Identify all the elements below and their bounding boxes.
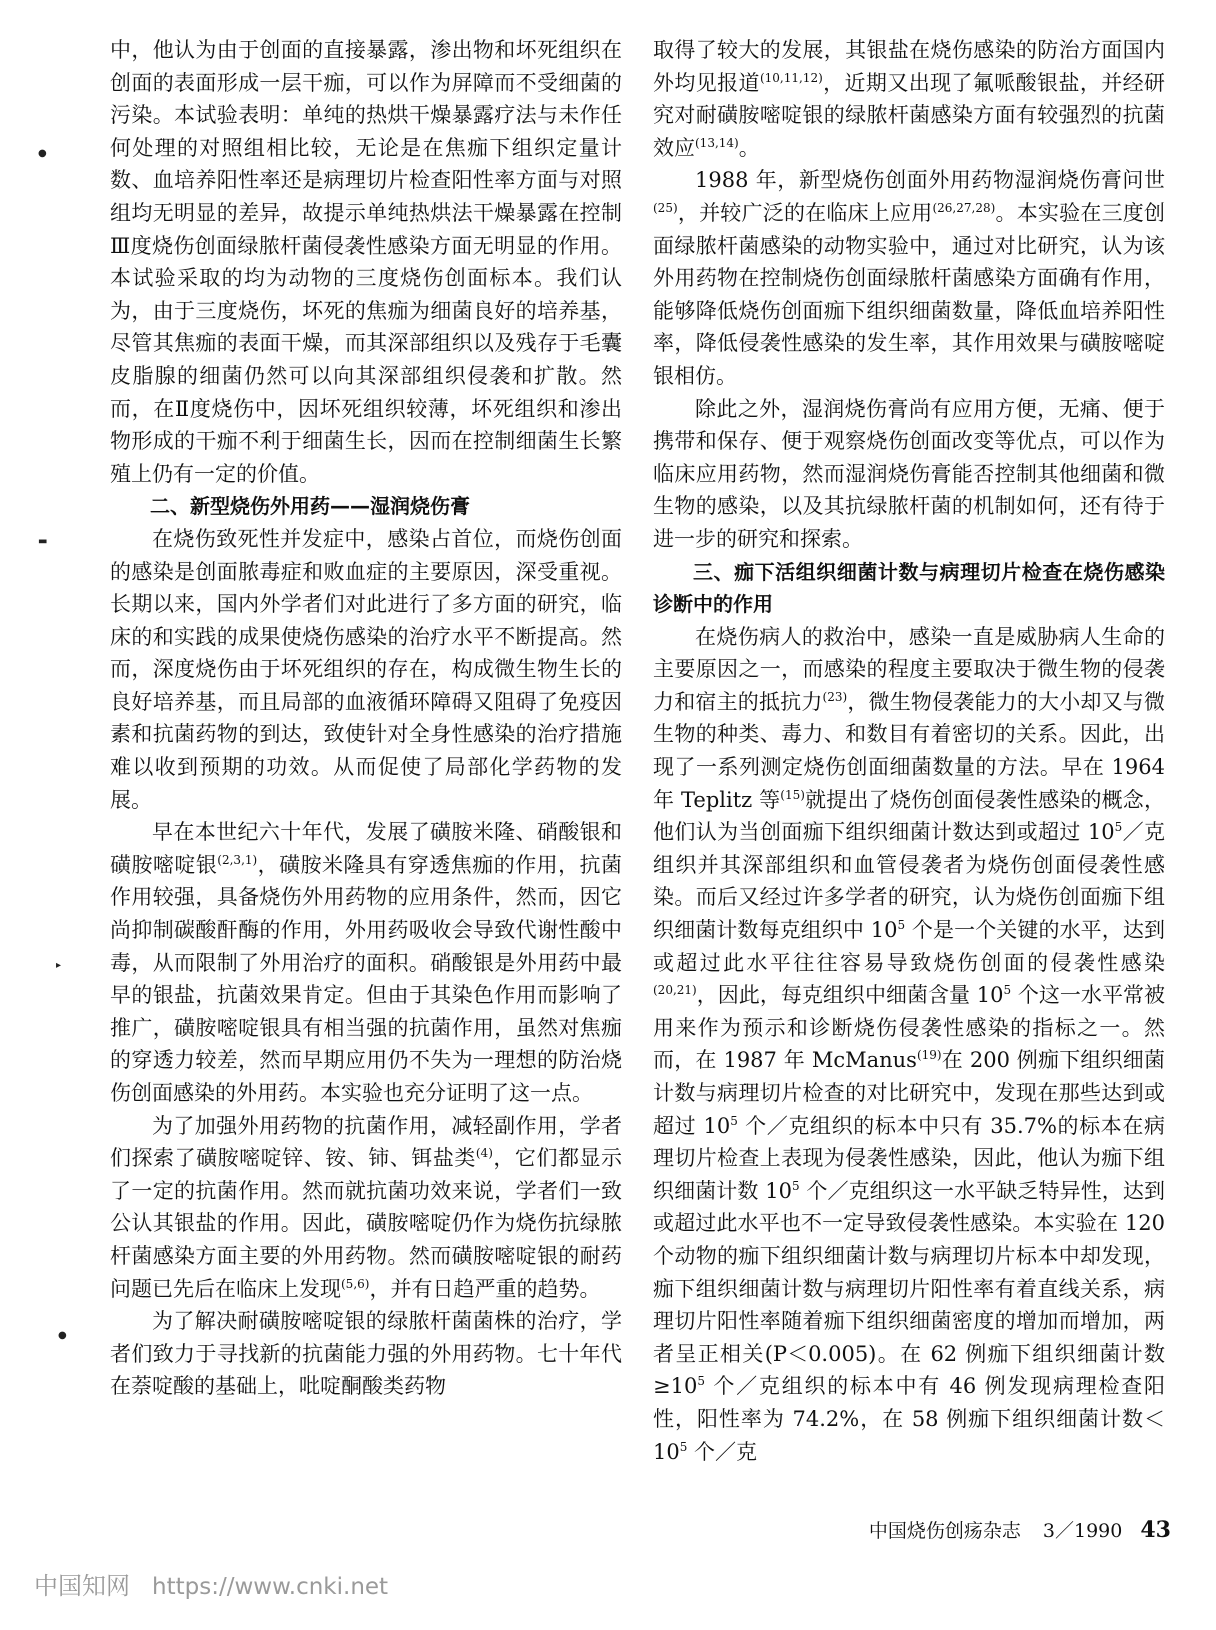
page-number: 43 (1140, 1517, 1171, 1543)
issue-number: 3／1990 (1042, 1520, 1123, 1542)
text-run: 就提出了烧伤创面侵袭性感染的概念，他们认为当创面痂下组织细菌计数达到或超过 10 (653, 787, 1165, 845)
citation-ref: (23) (822, 689, 848, 704)
scan-speck: ▬ (38, 536, 48, 547)
text-run: ／克组织并其深部组织和血管侵袭者为烧伤创面侵袭性感染。而后又经过许多学者的研究，认为烧伤创面痂下组织细菌计数每克组织中 10 (653, 820, 1165, 943)
left-paragraph-3 (110, 816, 622, 1109)
text-run: 为了加强外用药物的抗菌作用，减轻副作用，学者们探索了磺胺嘧啶锌、铵、铈、铒盐类 (110, 1113, 622, 1171)
citation-ref: (2,3,1) (217, 852, 258, 867)
citation-ref: (4) (475, 1146, 493, 1161)
text-run: ，并有日趋严重的趋势。 (369, 1276, 601, 1301)
right-paragraph-3: 除此之外，湿润烧伤膏尚有应用方便，无痛、便于携带和保存、便于观察烧伤创面改变等优点，可以作为临床应用药物，然而湿润烧伤膏能否控制其他细菌和微生物的感染，以及其抗绿脓杆菌的机制如何，还有待于进一步的研究和探索。 (653, 396, 1165, 551)
exponent: 5 (697, 1374, 705, 1389)
citation-ref: (13,14) (695, 135, 739, 150)
text-run: 在 200 例痂下组织细菌计数与病理切片检查的对比研究中，发现在那些达到或超过 10 (653, 1048, 1165, 1138)
text-run: 个／克 (687, 1439, 758, 1464)
scan-speck: ▸ (56, 960, 62, 971)
text-run: ，近期又出现了氟哌酸银盐，并经研究对耐磺胺嘧啶银的绿脓杆菌感染方面有较强烈的抗菌效应 (653, 70, 1166, 160)
text-run: ，微生物侵袭能力的大小却又与微生物的种类、毒力、和数目有着密切的关系。因此，出现了一系列测定烧伤创面细菌数量的方法。早在 1964 年 Teplitz 等 (653, 689, 1165, 812)
scan-speck: ● (38, 148, 47, 159)
text-run: ，并较广泛的在临床上应用 (677, 200, 933, 225)
text-run: ，它们都显示了一定的抗菌作用。然而就抗菌功效来说，学者们一致公认其银盐的作用。因此，磺胺嘧啶仍作为烧伤抗绿脓杆菌感染方面主要的外用药物。然而磺胺嘧啶银的耐药问题已先后在临床上发现 (110, 1146, 623, 1301)
exponent: 5 (897, 918, 906, 933)
exponent: 5 (1003, 983, 1012, 998)
exponent: 5 (679, 1439, 688, 1454)
text-run: ，因此，每克组织中细菌含量 10 (696, 983, 1004, 1008)
right-paragraph-4 (653, 621, 1165, 1468)
left-paragraph-1: 中，他认为由于创面的直接暴露，渗出物和坏死组织在创面的表面形成一层干痂，可以作为屏障而不受细菌的污染。本试验表明：单纯的热烘干燥暴露疗法与未作任何处理的对照组相比较，无论是在焦痂下组织定量计数、血培养阳性率还是病理切片检查阳性率方面与对照组均无明显的差异，故提示单纯热烘法干燥暴露在控制Ⅲ度烧伤创面绿脓杆菌侵袭性感染方面无明显的作用。本试验采取的均为动物的三度烧伤创面标本。我们认为，由于三度烧伤，坏死的焦痂为细菌良好的培养基，尽管其焦痂的表面干燥，而其深部组织以及残存于毛囊皮脂腺的细菌仍然可以向其深部组织侵袭和扩散。然而，在Ⅱ度烧伤中，因坏死组织较薄，坏死组织和渗出物形成的干痂不利于细菌生长，因而在控制细菌生长繁殖上仍有一定的价值。 (110, 38, 622, 486)
scan-speck: ● (58, 1330, 67, 1341)
citation-ref: (25) (653, 200, 678, 215)
citation-ref: (5,6) (341, 1276, 370, 1291)
text-run: ，磺胺米隆具有穿透焦痂的作用，抗菌作用较强，具备烧伤外用药物的应用条件，然而，因它尚抑制碳酸酐酶的作用，外用药吸收会导致代谢性酸中毒，从而限制了外用治疗的面积。硝酸银是外用药中最早的银盐，抗菌效果肯定。但由于其染色作用而影响了推广，磺胺嘧啶银具有相当强的抗菌作用，虽然对焦痂的穿透力较差，然而早期应用仍不失为一理想的防治烧伤创面感染的外用药。本实验也充分证明了这一点。 (110, 852, 623, 1105)
section-heading-3: 三、痂下活组织细菌计数与病理切片检查在烧伤感染诊断中的作用 (653, 559, 1165, 617)
left-paragraph-2: 在烧伤致死性并发症中，感染占首位，而烧伤创面的感染是创面脓毒症和败血症的主要原因，深受重视。长期以来，国内外学者们对此进行了多方面的研究，临床的和实践的成果使烧伤感染的治疗水平不断提高。然而，深度烧伤由于坏死组织的存在，构成微生物生长的良好培养基，而且局部的血液循环障碍又阻碍了免疫因素和抗菌药物的到达，致使针对全身性感染的治疗措施难以收到预期的功效。从而促使了局部化学药物的发展。 (110, 526, 622, 812)
exponent: 5 (1114, 820, 1123, 835)
exponent: 5 (730, 1113, 738, 1128)
citation-ref: (15) (780, 787, 805, 802)
text-run: 取得了较大的发展，其银盐在烧伤感染的防治方面国内外均见报道 (653, 38, 1165, 95)
citation-ref: (19) (916, 1048, 942, 1063)
right-paragraph-2 (653, 164, 1165, 392)
text-run: 个／克组织这一水平缺乏特异性，达到或超过此水平也不一定导致侵袭性感染。本实验在 120 个动物的痂下组织细菌计数与病理切片标本中却发现，痂下组织细菌计数与病理切片阳性率有着直线关系，病理切片阳性率随着痂下组织细菌密度的增加而增加，两者呈正相关(P＜0.005)。在 62 例痂下组织细菌计数≥10 (653, 1178, 1165, 1399)
left-paragraph-4 (110, 1110, 622, 1306)
text-run: 早在本世纪六十年代，发展了磺胺米隆、硝酸银和磺胺嘧啶银 (110, 820, 622, 877)
text-run: 1988 年，新型烧伤创面外用药物湿润烧伤膏问世 (695, 168, 1165, 193)
text-run: 个／克组织的标本中只有 35.7%的标本在病理切片检查上表现为侵袭性感染，因此，他认为痂下组织细菌计数 10 (653, 1113, 1166, 1203)
watermark-brand: 中国知网 (34, 1572, 130, 1600)
text-run: 。 (738, 135, 760, 160)
left-column (110, 34, 622, 1403)
cnki-watermark (34, 1566, 388, 1601)
text-run: 个／克组织的标本中有 46 例发现病理检查阳性，阳性率为 74.2%，在 58 例痂下组织细菌计数＜10 (653, 1374, 1165, 1464)
citation-ref: (20,21) (653, 983, 697, 998)
text-run: 。本实验在三度创面绿脓杆菌感染的动物实验中，通过对比研究，认为该外用药物在控制烧伤创面绿脓杆菌感染方面确有作用，能够降低烧伤创面痂下组织细菌数量，降低血培养阳性率，降低侵袭性感染的发生率，其作用效果与磺胺嘧啶银相仿。 (653, 200, 1166, 388)
journal-name: 中国烧伤创疡杂志 (868, 1520, 1021, 1542)
text-run: 个这一水平常被用来作为预示和诊断烧伤侵袭性感染的指标之一。然而，在 1987 年 McManus (653, 983, 1165, 1073)
citation-ref: (10,11,12) (759, 70, 823, 85)
text-run: 在烧伤病人的救治中，感染一直是威胁病人生命的主要原因之一，而感染的程度主要取决于微生物的侵袭力和宿主的抵抗力 (653, 624, 1165, 714)
citation-ref: (26,27,28) (932, 200, 996, 215)
left-paragraph-5: 为了解决耐磺胺嘧啶银的绿脓杆菌菌株的治疗，学者们致力于寻找新的抗菌能力强的外用药物。七十年代在萘啶酸的基础上，吡啶酮酸类药物 (110, 1309, 622, 1399)
section-heading-2: 二、新型烧伤外用药——湿润烧伤膏 (150, 494, 470, 519)
right-paragraph-1 (653, 34, 1165, 164)
watermark-url: https://www.cnki.net (152, 1574, 389, 1600)
exponent: 5 (792, 1178, 800, 1193)
text-run: 个是一个关键的水平，达到或超过此水平往往容易导致烧伤创面的侵袭性感染 (653, 918, 1165, 975)
right-column (653, 34, 1165, 1468)
page-footer (847, 1516, 1171, 1543)
